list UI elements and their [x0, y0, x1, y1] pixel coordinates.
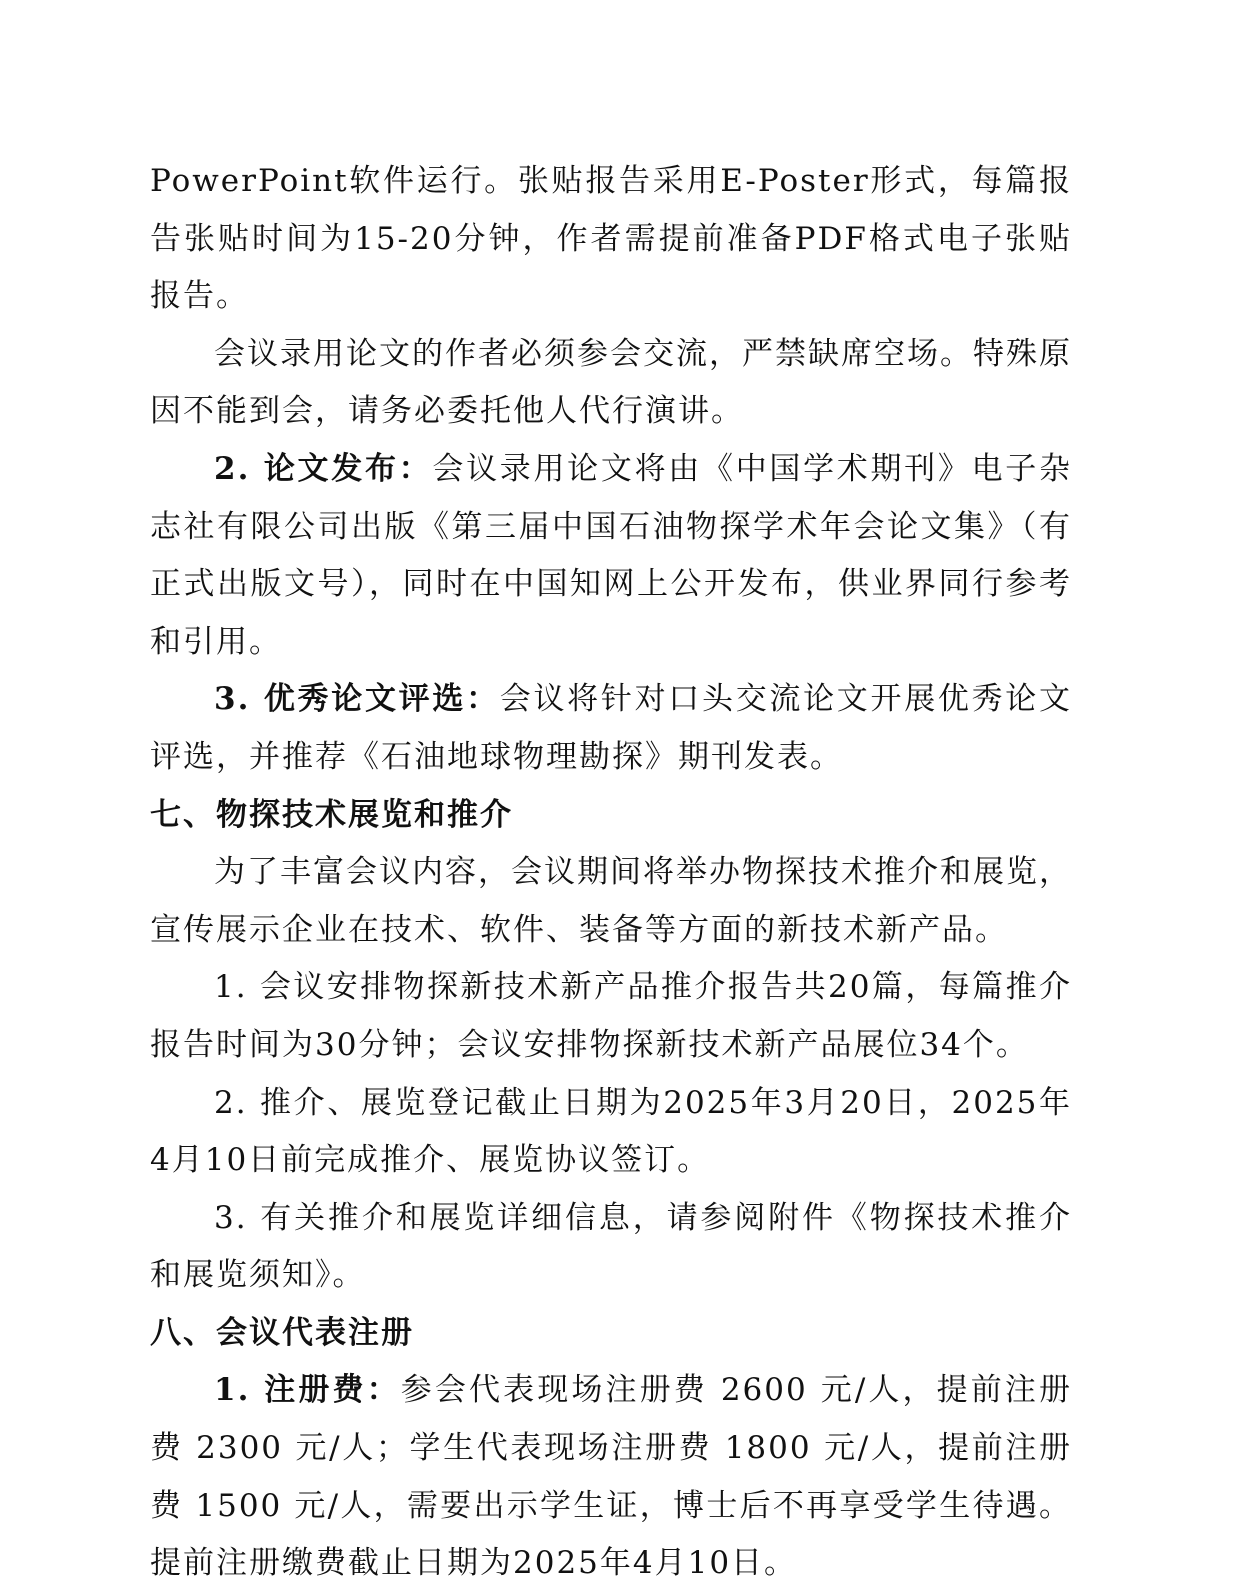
paragraph-poster-info: PowerPoint软件运行。张贴报告采用E-Poster形式，每篇报告张贴时间为15-20分钟，作者需提前准备PDF格式电子张贴报告。 — [150, 163, 1072, 315]
label-registration-fee: 1. 注册费： — [214, 1372, 401, 1409]
paragraph-section-7-item-1: 1. 会议安排物探新技术新产品推介报告共20篇，每篇推介报告时间为30分钟；会议安排物探新技术新产品展位34个。 — [150, 969, 1072, 1063]
paragraph-excellent-paper — [150, 671, 1072, 786]
text-paper-publication: 会议录用论文将由《中国学术期刊》电子杂志社有限公司出版《第三届中国石油物探学术年会论文集》（有正式出版文号），同时在中国知网上公开发布，供业界同行参考和引用。 — [150, 450, 1073, 660]
label-paper-publication: 2. 论文发布： — [214, 450, 433, 487]
paragraph-attendance: 会议录用论文的作者必须参会交流，严禁缺席空场。特殊原因不能到会，请务必委托他人代行演讲。 — [150, 335, 1072, 430]
paragraph-registration-fee — [150, 1362, 1072, 1592]
paragraph-section-7-item-3: 3. 有关推介和展览详细信息，请参阅附件《物探技术推介和展览须知》。 — [150, 1199, 1072, 1294]
paragraph-section-7-item-2: 2. 推介、展览登记截止日期为2025年3月20日，2025年4月10日前完成推介、展览协议签订。 — [150, 1084, 1072, 1179]
paragraph-paper-publication — [150, 441, 1072, 671]
paragraph-section-7-intro: 为了丰富会议内容，会议期间将举办物探技术推介和展览，宣传展示企业在技术、软件、装备等方面的新技术新产品。 — [150, 854, 1072, 948]
label-excellent-paper: 3. 优秀论文评选： — [214, 681, 500, 718]
heading-section-7: 七、物探技术展览和推介 — [150, 796, 513, 833]
text-excellent-paper: 会议将针对口头交流论文开展优秀论文评选，并推荐《石油地球物理勘探》期刊发表。 — [150, 681, 1073, 775]
document-page — [150, 153, 1072, 1593]
text-registration-fee: 参会代表现场注册费 2600 元/人，提前注册费 2300 元/人；学生代表现场注册费 1800 元/人，提前注册费 1500 元/人，需要出示学生证，博士后不再享受学生待遇。提前注册缴费截止日期为2025年4月10日。 — [150, 1372, 1072, 1582]
heading-section-8: 八、会议代表注册 — [150, 1314, 414, 1351]
